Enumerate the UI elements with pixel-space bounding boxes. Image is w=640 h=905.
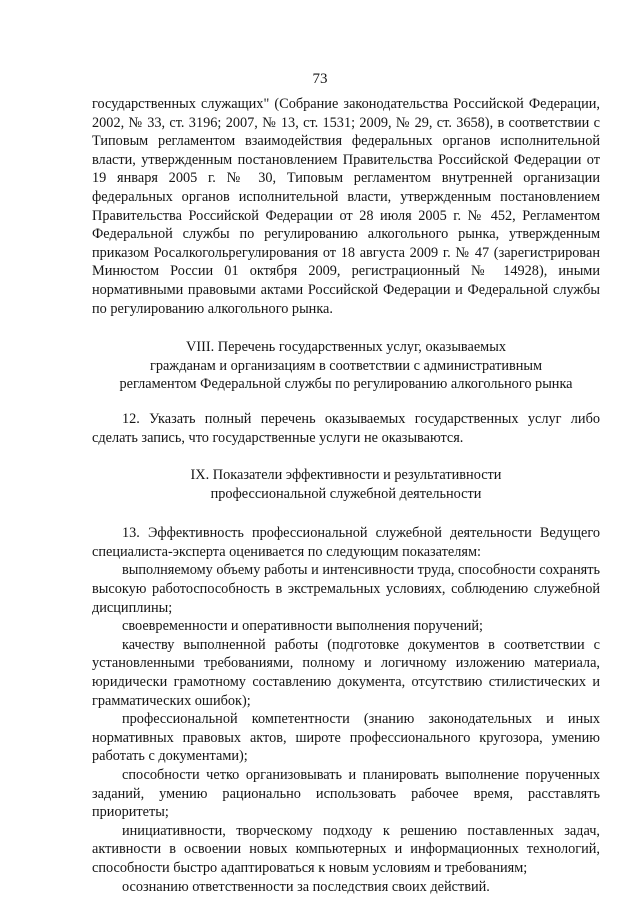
- intro-paragraph: государственных служащих" (Собрание законодательства Российской Федерации, 2002, № 33, ст. 3196; 2007, № 13, ст. 1531; 2009, № 29, ст. 3658), в соответствии с Типовым регламентом взаимодействия федеральных органов исполнительной власти, утвержденным постановлением Правительства Российской Федерации от 19 января 2005 г. № 30, Типовым регламентом внутренней организации федеральных органов исполнительной власти, утвержденным постановлением Правительства Российской Федерации от 28 июля 2005 г. № 452, Регламентом Федеральной службы по регулированию алкогольного рынка, утвержденным приказом Росалкогольрегулирования от 18 августа 2009 г. № 47 (зарегистрирован Минюстом России 01 октября 2009, регистрационный № 14928), иными нормативными правовыми актами Российской Федерации и Федеральной службы по регулированию алкогольного рынка.: [92, 96, 600, 317]
- section-8-heading: [92, 338, 600, 394]
- section-9-heading: [92, 466, 600, 503]
- criteria-item: качеству выполненной работы (подготовке документов в соответствии с установленными требованиями, полному и логичному изложению материала, юридически грамотному составлению документа, отсутствию стилистических и грамматических ошибок);: [92, 636, 600, 709]
- paragraph-12: 12. Указать полный перечень оказываемых государственных услуг либо сделать запись, что государственные услуги не оказываются.: [92, 410, 600, 446]
- criteria-item: выполняемому объему работы и интенсивности труда, способности сохранять высокую работоспособность в экстремальных условиях, соблюдению служебной дисциплины;: [92, 562, 601, 616]
- heading-line: профессиональной служебной деятельности: [210, 485, 482, 502]
- heading-line: IX. Показатели эффективности и результативности: [190, 467, 502, 484]
- criteria-item: инициативности, творческому подходу к решению поставленных задач, активности в освоении новых компьютерных и информационных технологий, способности быстро адаптироваться к новым условиям и требованиям;: [92, 822, 600, 876]
- criteria-item: своевременности и оперативности выполнения поручений;: [122, 618, 483, 635]
- criteria-item: способности четко организовывать и планировать выполнение порученных заданий, умению рационально использовать рабочее время, расставлять приоритеты;: [92, 767, 600, 821]
- paragraph-13: 13. Эффективность профессиональной служебной деятельности Ведущего специалиста-эксперта оценивается по следующим показателям:: [92, 525, 600, 560]
- criteria-item: профессиональной компетентности (знанию законодательных и иных нормативных правовых актов, широте профессионального кругозора, умению работать с документами);: [92, 711, 600, 765]
- page-number: 73: [312, 71, 328, 87]
- heading-line: гражданам и организациям в соответствии с административным: [149, 357, 543, 374]
- heading-line: регламентом Федеральной службы по регулированию алкогольного рынка: [119, 376, 573, 393]
- document-body: [92, 95, 600, 896]
- heading-line: VIII. Перечень государственных услуг, оказываемых: [186, 339, 506, 356]
- criteria-item: осознанию ответственности за последствия своих действий.: [122, 878, 490, 895]
